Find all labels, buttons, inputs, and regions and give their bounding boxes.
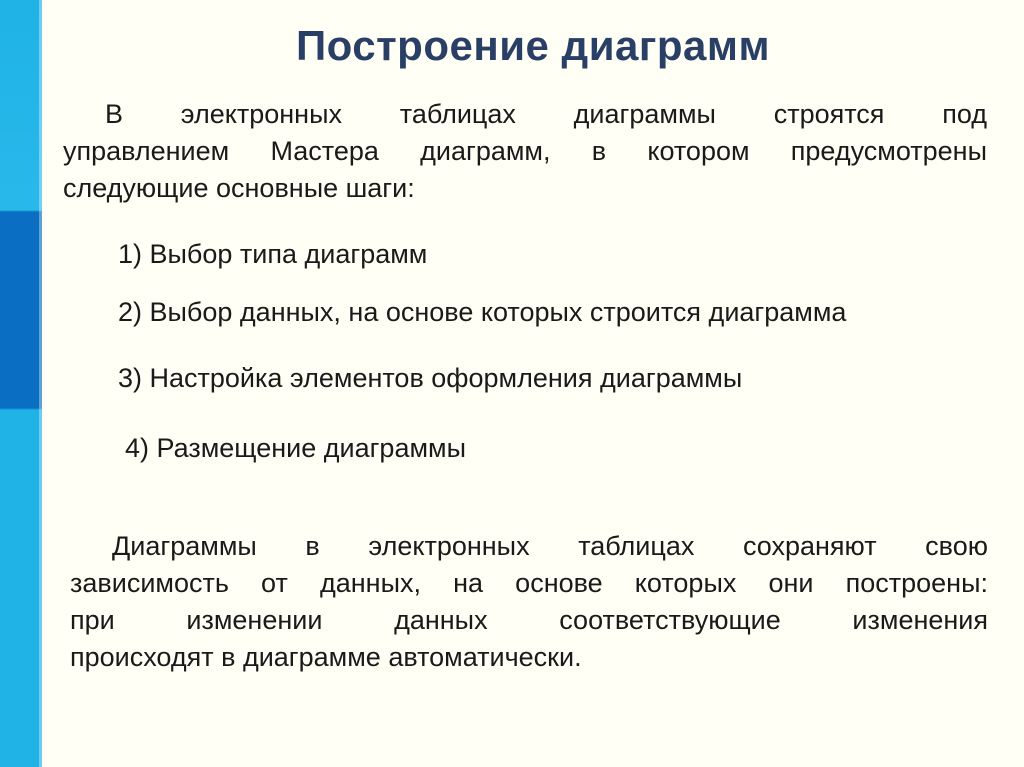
step-item: 1) Выбор типа диаграмм [118,239,428,269]
intro-line: В электронных таблицах диаграммы строятся под [105,99,987,129]
conclusion-line: Диаграммы в электронных таблицах сохраняют свою [112,531,988,561]
conclusion-line: происходят в диаграмме автоматически. [70,642,582,672]
conclusion-line: при изменении данных соответствующие изменения [70,605,988,635]
step-item: 2) Выбор данных, на основе которых строится диаграмма [118,297,847,327]
conclusion-paragraph [70,528,988,676]
conclusion-line: зависимость от данных, на основе которых они построены: [70,568,988,598]
step-item: 4) Размещение диаграммы [125,433,466,463]
intro-line: следующие основные шаги: [63,173,415,203]
slide-title: Построение диаграмм [295,22,771,69]
intro-line: управлением Мастера диаграмм, в котором предусмотрены [63,136,987,166]
intro-paragraph [63,96,987,207]
step-item: 3) Настройка элементов оформления диаграммы [118,363,743,393]
side-decoration-band [0,0,42,767]
